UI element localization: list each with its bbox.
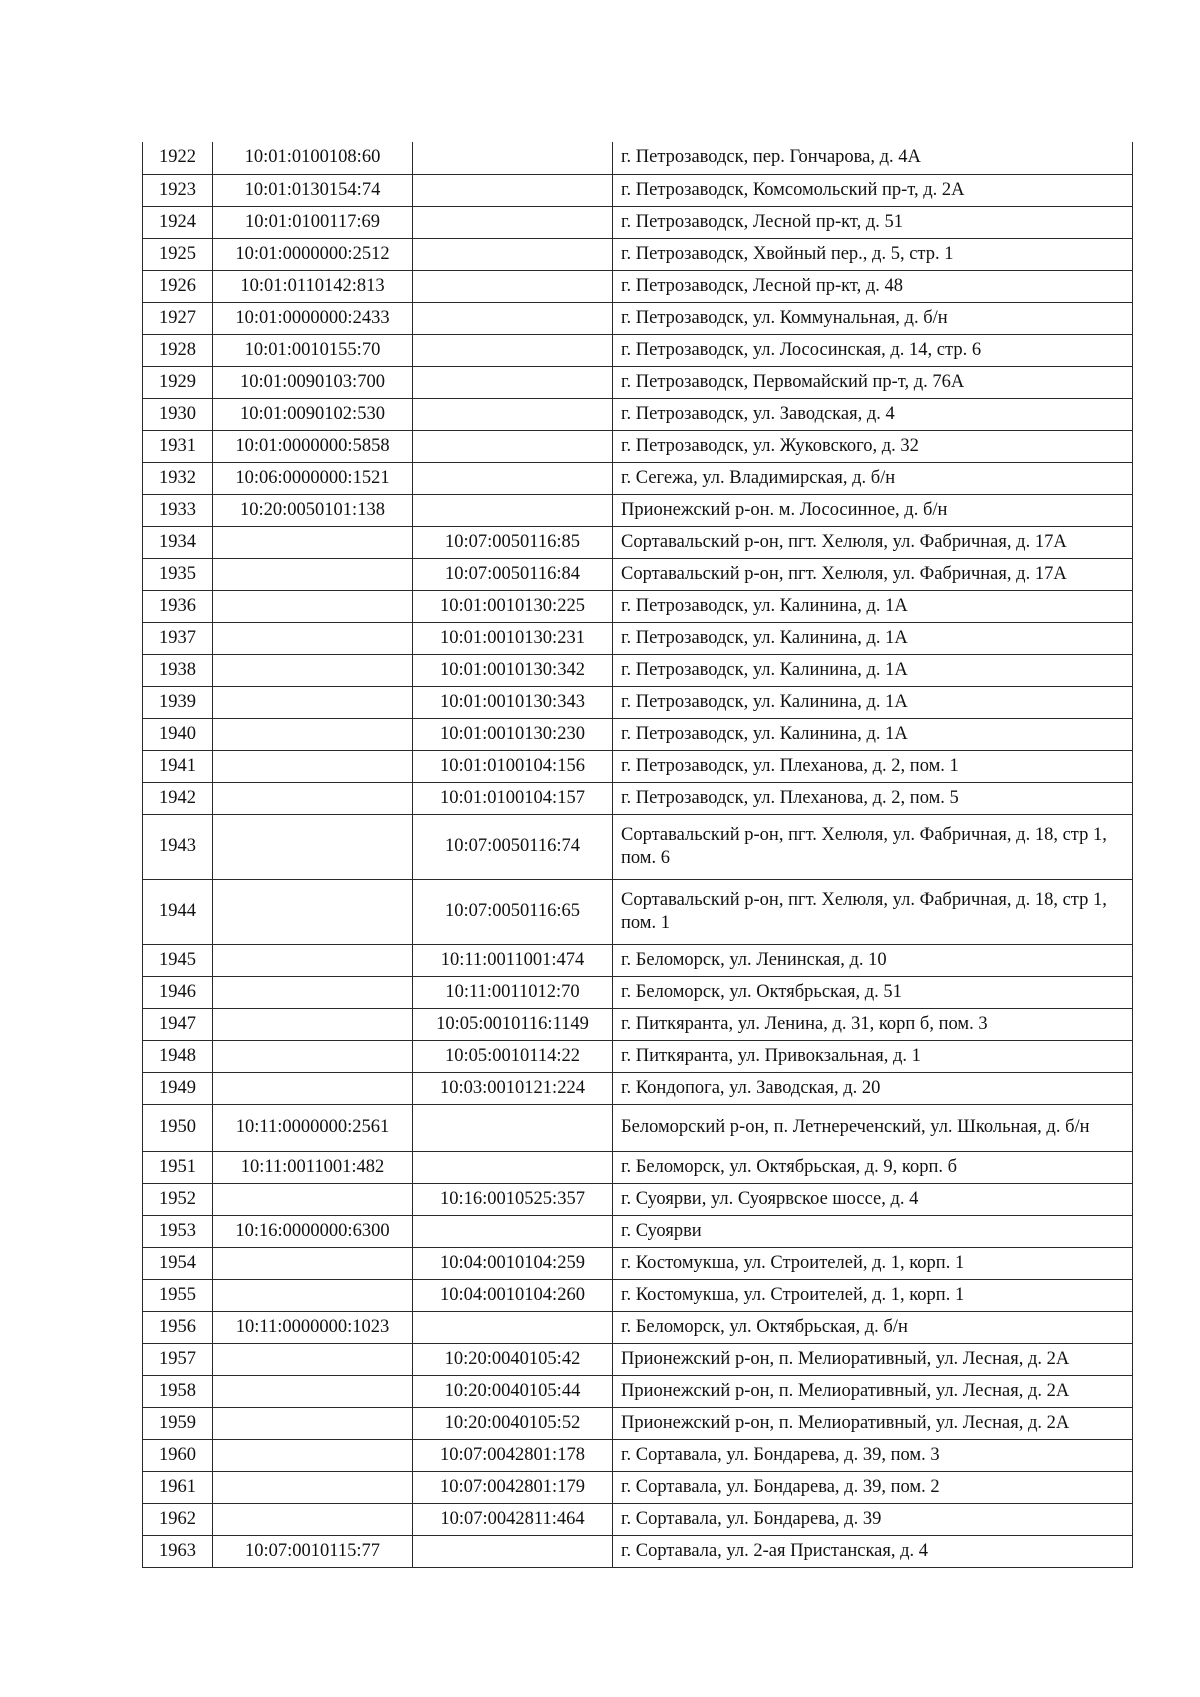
object-cadastral-number-cell: 10:20:0040105:52: [413, 1407, 613, 1439]
land-cadastral-number-cell: 10:01:0090102:530: [213, 398, 413, 430]
table-row: [143, 782, 1133, 814]
address-cell: г. Сортавала, ул. Бондарева, д. 39: [613, 1503, 1133, 1535]
object-cadastral-number-cell: [413, 494, 613, 526]
row-number-cell: 1954: [143, 1247, 213, 1279]
table-row: [143, 526, 1133, 558]
address-cell: г. Беломорск, ул. Октябрьская, д. 9, корп. б: [613, 1151, 1133, 1183]
address-cell: Беломорский р-он, п. Летнереченский, ул. Школьная, д. б/н: [613, 1104, 1133, 1151]
land-cadastral-number-cell: [213, 686, 413, 718]
row-number-cell: 1944: [143, 879, 213, 944]
land-cadastral-number-cell: [213, 654, 413, 686]
object-cadastral-number-cell: 10:01:0010130:231: [413, 622, 613, 654]
object-cadastral-number-cell: [413, 270, 613, 302]
table-row: [143, 1343, 1133, 1375]
row-number-cell: 1940: [143, 718, 213, 750]
address-cell: г. Петрозаводск, ул. Плеханова, д. 2, пом. 1: [613, 750, 1133, 782]
object-cadastral-number-cell: [413, 302, 613, 334]
address-cell: г. Беломорск, ул. Ленинская, д. 10: [613, 944, 1133, 976]
address-cell: Прионежский р-он, п. Мелиоративный, ул. Лесная, д. 2А: [613, 1375, 1133, 1407]
row-number-cell: 1963: [143, 1535, 213, 1567]
row-number-cell: 1962: [143, 1503, 213, 1535]
table-row: [143, 718, 1133, 750]
land-cadastral-number-cell: 10:07:0010115:77: [213, 1535, 413, 1567]
address-cell: Сортавальский р-он, пгт. Хелюля, ул. Фабричная, д. 18, стр 1, пом. 6: [613, 814, 1133, 879]
land-cadastral-number-cell: [213, 814, 413, 879]
row-number-cell: 1946: [143, 976, 213, 1008]
address-cell: г. Кондопога, ул. Заводская, д. 20: [613, 1072, 1133, 1104]
object-cadastral-number-cell: [413, 1535, 613, 1567]
table-row: [143, 1104, 1133, 1151]
table-row: [143, 879, 1133, 944]
object-cadastral-number-cell: [413, 334, 613, 366]
object-cadastral-number-cell: 10:16:0010525:357: [413, 1183, 613, 1215]
address-cell: Сортавальский р-он, пгт. Хелюля, ул. Фабричная, д. 17А: [613, 558, 1133, 590]
object-cadastral-number-cell: [413, 238, 613, 270]
address-cell: г. Петрозаводск, ул. Калинина, д. 1А: [613, 718, 1133, 750]
address-cell: г. Сортавала, ул. 2-ая Пристанская, д. 4: [613, 1535, 1133, 1567]
row-number-cell: 1938: [143, 654, 213, 686]
object-cadastral-number-cell: 10:01:0010130:343: [413, 686, 613, 718]
land-cadastral-number-cell: [213, 1040, 413, 1072]
object-cadastral-number-cell: [413, 174, 613, 206]
table-row: [143, 206, 1133, 238]
table-row: [143, 750, 1133, 782]
row-number-cell: 1927: [143, 302, 213, 334]
row-number-cell: 1952: [143, 1183, 213, 1215]
land-cadastral-number-cell: 10:01:0000000:2512: [213, 238, 413, 270]
row-number-cell: 1933: [143, 494, 213, 526]
row-number-cell: 1956: [143, 1311, 213, 1343]
object-cadastral-number-cell: [413, 398, 613, 430]
address-cell: г. Питкяранта, ул. Привокзальная, д. 1: [613, 1040, 1133, 1072]
table-row: [143, 654, 1133, 686]
row-number-cell: 1923: [143, 174, 213, 206]
table-row: [143, 270, 1133, 302]
table-row: [143, 334, 1133, 366]
address-cell: г. Петрозаводск, Первомайский пр-т, д. 76А: [613, 366, 1133, 398]
table-row: [143, 558, 1133, 590]
object-cadastral-number-cell: 10:07:0042801:179: [413, 1471, 613, 1503]
land-cadastral-number-cell: [213, 1072, 413, 1104]
address-cell: г. Петрозаводск, Комсомольский пр-т, д. 2А: [613, 174, 1133, 206]
land-cadastral-number-cell: 10:06:0000000:1521: [213, 462, 413, 494]
row-number-cell: 1932: [143, 462, 213, 494]
table-row: [143, 302, 1133, 334]
table-row: [143, 976, 1133, 1008]
land-cadastral-number-cell: 10:11:0000000:1023: [213, 1311, 413, 1343]
row-number-cell: 1945: [143, 944, 213, 976]
row-number-cell: 1960: [143, 1439, 213, 1471]
object-cadastral-number-cell: 10:03:0010121:224: [413, 1072, 613, 1104]
address-cell: г. Суоярви: [613, 1215, 1133, 1247]
land-cadastral-number-cell: [213, 750, 413, 782]
row-number-cell: 1959: [143, 1407, 213, 1439]
table-row: [143, 1040, 1133, 1072]
table-row: [143, 1535, 1133, 1567]
address-cell: Прионежский р-он. м. Лососинное, д. б/н: [613, 494, 1133, 526]
land-cadastral-number-cell: 10:01:0000000:5858: [213, 430, 413, 462]
land-cadastral-number-cell: [213, 526, 413, 558]
land-cadastral-number-cell: 10:01:0010155:70: [213, 334, 413, 366]
land-cadastral-number-cell: 10:01:0090103:700: [213, 366, 413, 398]
land-cadastral-number-cell: [213, 944, 413, 976]
object-cadastral-number-cell: 10:07:0050116:84: [413, 558, 613, 590]
object-cadastral-number-cell: [413, 462, 613, 494]
land-cadastral-number-cell: [213, 1471, 413, 1503]
land-cadastral-number-cell: [213, 976, 413, 1008]
table-row: [143, 1151, 1133, 1183]
address-cell: г. Петрозаводск, ул. Калинина, д. 1А: [613, 654, 1133, 686]
table-row: [143, 1375, 1133, 1407]
land-cadastral-number-cell: [213, 622, 413, 654]
table-row: [143, 1008, 1133, 1040]
row-number-cell: 1947: [143, 1008, 213, 1040]
object-cadastral-number-cell: 10:07:0050116:65: [413, 879, 613, 944]
table-row: [143, 1215, 1133, 1247]
address-cell: г. Беломорск, ул. Октябрьская, д. б/н: [613, 1311, 1133, 1343]
object-cadastral-number-cell: 10:20:0040105:44: [413, 1375, 613, 1407]
address-cell: Прионежский р-он, п. Мелиоративный, ул. Лесная, д. 2А: [613, 1343, 1133, 1375]
row-number-cell: 1949: [143, 1072, 213, 1104]
object-cadastral-number-cell: [413, 1151, 613, 1183]
address-cell: Сортавальский р-он, пгт. Хелюля, ул. Фабричная, д. 18, стр 1, пом. 1: [613, 879, 1133, 944]
object-cadastral-number-cell: 10:11:0011001:474: [413, 944, 613, 976]
row-number-cell: 1941: [143, 750, 213, 782]
table-row: [143, 944, 1133, 976]
property-registry-table: [142, 142, 1133, 1568]
table-row: [143, 398, 1133, 430]
row-number-cell: 1948: [143, 1040, 213, 1072]
land-cadastral-number-cell: 10:11:0011001:482: [213, 1151, 413, 1183]
object-cadastral-number-cell: [413, 1215, 613, 1247]
row-number-cell: 1936: [143, 590, 213, 622]
address-cell: г. Петрозаводск, ул. Калинина, д. 1А: [613, 686, 1133, 718]
address-cell: г. Костомукша, ул. Строителей, д. 1, корп. 1: [613, 1247, 1133, 1279]
table-row: [143, 1503, 1133, 1535]
object-cadastral-number-cell: [413, 1311, 613, 1343]
land-cadastral-number-cell: [213, 782, 413, 814]
row-number-cell: 1957: [143, 1343, 213, 1375]
object-cadastral-number-cell: [413, 430, 613, 462]
table-row: [143, 142, 1133, 174]
land-cadastral-number-cell: [213, 1279, 413, 1311]
address-cell: г. Петрозаводск, ул. Плеханова, д. 2, пом. 5: [613, 782, 1133, 814]
object-cadastral-number-cell: [413, 206, 613, 238]
land-cadastral-number-cell: [213, 1375, 413, 1407]
address-cell: г. Петрозаводск, ул. Калинина, д. 1А: [613, 590, 1133, 622]
row-number-cell: 1942: [143, 782, 213, 814]
address-cell: г. Костомукша, ул. Строителей, д. 1, корп. 1: [613, 1279, 1133, 1311]
address-cell: г. Сегежа, ул. Владимирская, д. б/н: [613, 462, 1133, 494]
address-cell: г. Сортавала, ул. Бондарева, д. 39, пом. 2: [613, 1471, 1133, 1503]
row-number-cell: 1961: [143, 1471, 213, 1503]
address-cell: г. Суоярви, ул. Суоярвское шоссе, д. 4: [613, 1183, 1133, 1215]
land-cadastral-number-cell: [213, 1439, 413, 1471]
row-number-cell: 1939: [143, 686, 213, 718]
row-number-cell: 1943: [143, 814, 213, 879]
object-cadastral-number-cell: 10:11:0011012:70: [413, 976, 613, 1008]
row-number-cell: 1953: [143, 1215, 213, 1247]
land-cadastral-number-cell: 10:01:0000000:2433: [213, 302, 413, 334]
row-number-cell: 1934: [143, 526, 213, 558]
registry-table-body: [143, 142, 1133, 1567]
table-row: [143, 622, 1133, 654]
object-cadastral-number-cell: 10:04:0010104:260: [413, 1279, 613, 1311]
table-row: [143, 1471, 1133, 1503]
row-number-cell: 1950: [143, 1104, 213, 1151]
table-row: [143, 686, 1133, 718]
land-cadastral-number-cell: [213, 558, 413, 590]
object-cadastral-number-cell: 10:05:0010116:1149: [413, 1008, 613, 1040]
row-number-cell: 1922: [143, 142, 213, 174]
object-cadastral-number-cell: 10:01:0010130:342: [413, 654, 613, 686]
land-cadastral-number-cell: [213, 1407, 413, 1439]
row-number-cell: 1928: [143, 334, 213, 366]
row-number-cell: 1926: [143, 270, 213, 302]
object-cadastral-number-cell: [413, 1104, 613, 1151]
table-row: [143, 462, 1133, 494]
land-cadastral-number-cell: [213, 1247, 413, 1279]
address-cell: г. Петрозаводск, ул. Заводская, д. 4: [613, 398, 1133, 430]
address-cell: г. Питкяранта, ул. Ленина, д. 31, корп б, пом. 3: [613, 1008, 1133, 1040]
land-cadastral-number-cell: [213, 1503, 413, 1535]
object-cadastral-number-cell: 10:20:0040105:42: [413, 1343, 613, 1375]
address-cell: г. Петрозаводск, ул. Коммунальная, д. б/н: [613, 302, 1133, 334]
object-cadastral-number-cell: 10:04:0010104:259: [413, 1247, 613, 1279]
land-cadastral-number-cell: 10:01:0110142:813: [213, 270, 413, 302]
land-cadastral-number-cell: 10:01:0130154:74: [213, 174, 413, 206]
object-cadastral-number-cell: 10:07:0042811:464: [413, 1503, 613, 1535]
row-number-cell: 1924: [143, 206, 213, 238]
table-row: [143, 814, 1133, 879]
object-cadastral-number-cell: 10:01:0010130:230: [413, 718, 613, 750]
object-cadastral-number-cell: 10:01:0100104:156: [413, 750, 613, 782]
table-row: [143, 430, 1133, 462]
address-cell: г. Беломорск, ул. Октябрьская, д. 51: [613, 976, 1133, 1008]
land-cadastral-number-cell: [213, 590, 413, 622]
object-cadastral-number-cell: 10:07:0050116:85: [413, 526, 613, 558]
table-row: [143, 1279, 1133, 1311]
address-cell: Прионежский р-он, п. Мелиоративный, ул. Лесная, д. 2А: [613, 1407, 1133, 1439]
object-cadastral-number-cell: 10:01:0100104:157: [413, 782, 613, 814]
row-number-cell: 1931: [143, 430, 213, 462]
row-number-cell: 1930: [143, 398, 213, 430]
table-row: [143, 1439, 1133, 1471]
land-cadastral-number-cell: [213, 1183, 413, 1215]
address-cell: г. Петрозаводск, ул. Лососинская, д. 14, стр. 6: [613, 334, 1133, 366]
address-cell: г. Петрозаводск, пер. Гончарова, д. 4А: [613, 142, 1133, 174]
land-cadastral-number-cell: 10:11:0000000:2561: [213, 1104, 413, 1151]
object-cadastral-number-cell: 10:07:0042801:178: [413, 1439, 613, 1471]
object-cadastral-number-cell: 10:07:0050116:74: [413, 814, 613, 879]
table-row: [143, 174, 1133, 206]
row-number-cell: 1929: [143, 366, 213, 398]
address-cell: г. Петрозаводск, ул. Калинина, д. 1А: [613, 622, 1133, 654]
table-row: [143, 366, 1133, 398]
land-cadastral-number-cell: [213, 879, 413, 944]
land-cadastral-number-cell: [213, 718, 413, 750]
row-number-cell: 1951: [143, 1151, 213, 1183]
object-cadastral-number-cell: [413, 142, 613, 174]
table-row: [143, 1247, 1133, 1279]
table-row: [143, 1407, 1133, 1439]
land-cadastral-number-cell: [213, 1008, 413, 1040]
address-cell: Сортавальский р-он, пгт. Хелюля, ул. Фабричная, д. 17А: [613, 526, 1133, 558]
table-row: [143, 1311, 1133, 1343]
table-row: [143, 1183, 1133, 1215]
table-row: [143, 590, 1133, 622]
row-number-cell: 1958: [143, 1375, 213, 1407]
row-number-cell: 1955: [143, 1279, 213, 1311]
object-cadastral-number-cell: 10:05:0010114:22: [413, 1040, 613, 1072]
object-cadastral-number-cell: 10:01:0010130:225: [413, 590, 613, 622]
table-row: [143, 238, 1133, 270]
address-cell: г. Петрозаводск, ул. Жуковского, д. 32: [613, 430, 1133, 462]
address-cell: г. Петрозаводск, Хвойный пер., д. 5, стр. 1: [613, 238, 1133, 270]
land-cadastral-number-cell: 10:16:0000000:6300: [213, 1215, 413, 1247]
land-cadastral-number-cell: 10:20:0050101:138: [213, 494, 413, 526]
land-cadastral-number-cell: [213, 1343, 413, 1375]
address-cell: г. Петрозаводск, Лесной пр-кт, д. 48: [613, 270, 1133, 302]
row-number-cell: 1925: [143, 238, 213, 270]
address-cell: г. Петрозаводск, Лесной пр-кт, д. 51: [613, 206, 1133, 238]
object-cadastral-number-cell: [413, 366, 613, 398]
table-row: [143, 494, 1133, 526]
land-cadastral-number-cell: 10:01:0100117:69: [213, 206, 413, 238]
row-number-cell: 1937: [143, 622, 213, 654]
table-row: [143, 1072, 1133, 1104]
row-number-cell: 1935: [143, 558, 213, 590]
land-cadastral-number-cell: 10:01:0100108:60: [213, 142, 413, 174]
address-cell: г. Сортавала, ул. Бондарева, д. 39, пом. 3: [613, 1439, 1133, 1471]
